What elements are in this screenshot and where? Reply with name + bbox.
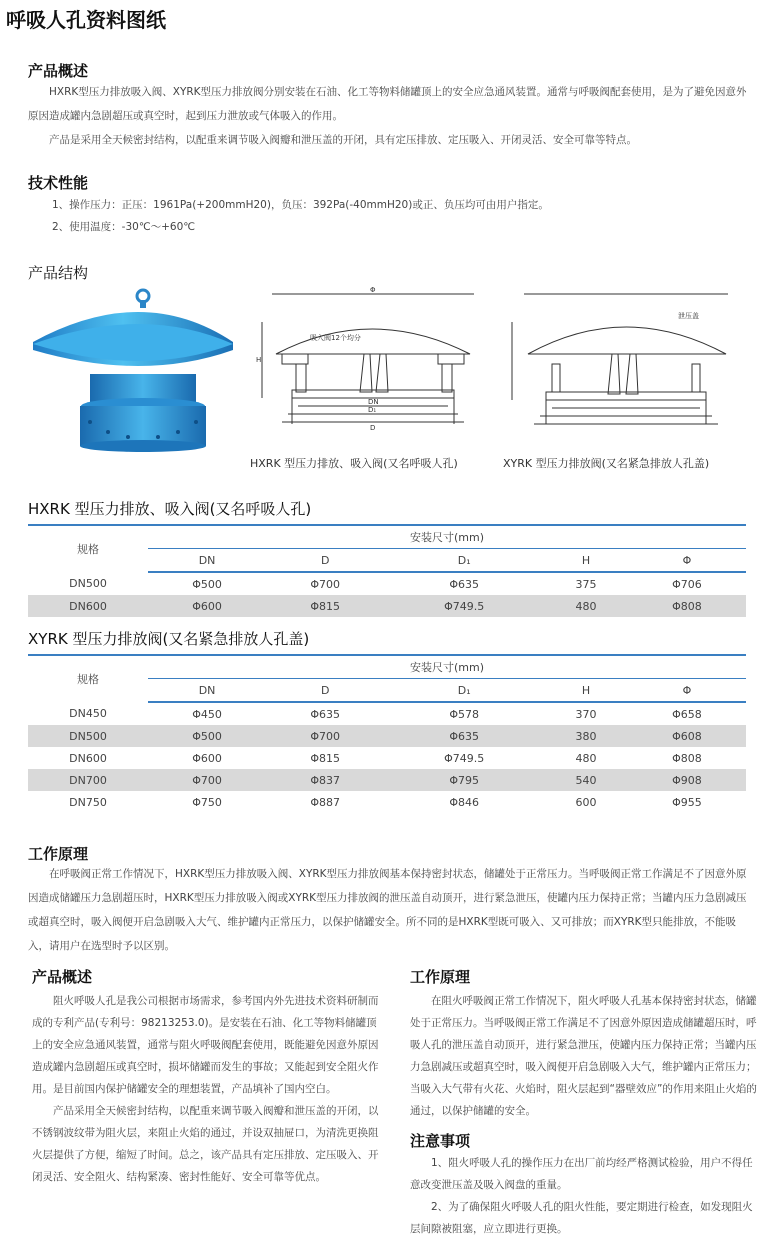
xyrk-note-label: 泄压盖 (678, 312, 699, 320)
table-cell: 540 (544, 769, 628, 791)
table-row (28, 702, 746, 725)
dim-dn-label: DN (368, 398, 379, 406)
table-cell: 380 (544, 725, 628, 747)
principle-heading: 工作原理 (28, 845, 89, 863)
table-cell: DN700 (28, 769, 148, 791)
table-cell: DN500 (28, 572, 148, 595)
table-row (28, 769, 746, 791)
xyrk-col-h: H (544, 679, 628, 703)
xyrk-col-d1: D₁ (384, 679, 544, 703)
dim-d1-label: D₁ (368, 406, 377, 414)
xyrk-group-header: 安装尺寸(mm) (148, 655, 746, 679)
table-cell: DN750 (28, 791, 148, 813)
table-cell: DN600 (28, 595, 148, 617)
hxrk-table-heading: HXRK 型压力排放、吸入阀(又名呼吸人孔) (28, 500, 312, 518)
flame-overview-p2: 产品采用全天候密封结构，以配重来调节吸入阀瓣和泄压盖的开闭，以不锈钢波纹带为阻火层，来阻止火焰的通过，并设双抽屉口，为清洗更换阻火层提供了方便，缩短了时间。总之，该产品具有定压排放、定压吸入、开闭灵活、安全阻火、结构紧凑、密封性能好、安全可靠等优点。 (32, 1105, 379, 1183)
table-cell: DN450 (28, 702, 148, 725)
table-cell: Φ500 (148, 725, 266, 747)
caption-hxrk: HXRK 型压力排放、吸入阀(又名呼吸人孔) (250, 457, 458, 470)
overview-paragraph-1: HXRK型压力排放吸入阀、XYRK型压力排放阀分别安装在石油、化工等物料储罐顶上的安全应急通风装置。通常与呼吸阀配套使用，是为了避免因意外原因造成罐内急剧超压或真空时，起到压力泄放或气体吸入的作用。 (28, 86, 747, 122)
table-cell: Φ846 (384, 791, 544, 813)
table-cell: 480 (544, 595, 628, 617)
table-cell: Φ700 (266, 572, 384, 595)
xyrk-diagram (500, 282, 750, 442)
table-cell: Φ815 (266, 747, 384, 769)
table-cell: DN600 (28, 747, 148, 769)
table-cell: Φ578 (384, 702, 544, 725)
hxrk-col-d1: D₁ (384, 549, 544, 573)
dim-h-label: H (256, 356, 262, 364)
table-cell: Φ887 (266, 791, 384, 813)
table-row (28, 747, 746, 769)
hxrk-group-header: 安装尺寸(mm) (148, 525, 746, 549)
hxrk-col-dn: DN (148, 549, 266, 573)
xyrk-col-phi: Φ (628, 679, 746, 703)
table-cell: DN500 (28, 725, 148, 747)
table-cell: Φ706 (628, 572, 746, 595)
table-cell: Φ700 (266, 725, 384, 747)
caption-xyrk: XYRK 型压力排放阀(又名紧急排放人孔盖) (503, 457, 710, 470)
table-cell: 375 (544, 572, 628, 595)
table-cell: Φ908 (628, 769, 746, 791)
table-cell: 480 (544, 747, 628, 769)
hxrk-col-d: D (266, 549, 384, 573)
table-cell: Φ450 (148, 702, 266, 725)
hxrk-table (28, 524, 746, 617)
hxrk-col-h: H (544, 549, 628, 573)
table-cell: Φ955 (628, 791, 746, 813)
notes-heading: 注意事项 (410, 1132, 471, 1150)
table-row (28, 791, 746, 813)
xyrk-spec-header: 规格 (28, 655, 148, 702)
table-cell: Φ608 (628, 725, 746, 747)
table-cell: Φ635 (384, 572, 544, 595)
table-cell: Φ600 (148, 595, 266, 617)
table-cell: Φ635 (384, 725, 544, 747)
table-row (28, 595, 746, 617)
table-row (28, 572, 746, 595)
table-cell: Φ700 (148, 769, 266, 791)
xyrk-col-dn: DN (148, 679, 266, 703)
hxrk-note-label: 吸入阀12个均分 (310, 334, 361, 342)
note-1: 1、阻火呼吸人孔的操作压力在出厂前均经严格测试检验，用户不得任意改变泄压盖及吸入阀盘的重量。 (410, 1157, 753, 1191)
hxrk-spec-header: 规格 (28, 525, 148, 572)
product-photo (28, 282, 238, 452)
hxrk-diagram (252, 282, 500, 442)
table-cell: 370 (544, 702, 628, 725)
dim-d-label: D (370, 424, 376, 432)
table-cell: Φ750 (148, 791, 266, 813)
overview-heading: 产品概述 (28, 62, 89, 80)
principle-text (28, 862, 748, 958)
table-cell: Φ808 (628, 747, 746, 769)
table-cell: Φ795 (384, 769, 544, 791)
tech-list (52, 194, 752, 238)
xyrk-col-d: D (266, 679, 384, 703)
structure-heading: 产品结构 (28, 264, 89, 282)
tech-heading: 技术性能 (28, 174, 89, 192)
note-2: 2、为了确保阻火呼吸人孔的阻火性能，要定期进行检查，如发现阻火层间隙被阻塞，应立即进行更换。 (410, 1201, 753, 1235)
xyrk-table (28, 654, 746, 813)
tech-item-2: 2、使用温度：-30℃～+60℃ (52, 221, 196, 233)
overview-text (28, 80, 748, 152)
page-title: 呼吸人孔资料图纸 (6, 8, 166, 32)
table-cell: Φ808 (628, 595, 746, 617)
table-cell: Φ600 (148, 747, 266, 769)
flame-overview-heading: 产品概述 (32, 968, 93, 986)
dim-phi-label: Φ (370, 286, 376, 294)
principle-paragraph: 在呼吸阀正常工作情况下，HXRK型压力排放吸入阀、XYRK型压力排放阀基本保持密封状态，储罐处于正常压力。当呼吸阀正常工作满足不了因意外原因造成储罐压力急剧超压时，HXRK型压力排放吸入阀或XYRK型压力排放阀的泄压盖自动顶开，进行紧急泄压，使罐内压力保持正常；当罐内压力急剧减压或超真空时，吸入阀便开启急剧吸入大气、维护罐内正常压力，以保护储罐安全。所不同的是HXRK型既可吸入、又可排放；而XYRK型只能排放，不能吸入，请用户在选型时予以区别。 (28, 868, 747, 952)
flame-principle-heading: 工作原理 (410, 968, 471, 986)
table-cell: Φ749.5 (384, 595, 544, 617)
table-cell: Φ635 (266, 702, 384, 725)
hxrk-col-phi: Φ (628, 549, 746, 573)
flame-principle-text (410, 990, 762, 1122)
xyrk-table-heading: XYRK 型压力排放阀(又名紧急排放人孔盖) (28, 630, 310, 648)
overview-paragraph-2: 产品是采用全天候密封结构，以配重来调节吸入阀瓣和泄压盖的开闭，具有定压排放、定压吸入、开闭灵活、安全可靠等特点。 (49, 134, 637, 146)
table-cell: Φ837 (266, 769, 384, 791)
table-cell: Φ500 (148, 572, 266, 595)
tech-item-1: 1、操作压力：正压：1961Pa(+200mmH20)，负压：392Pa(-40mmH20)或正、负压均可由用户指定。 (52, 199, 549, 211)
table-cell: Φ658 (628, 702, 746, 725)
table-cell: 600 (544, 791, 628, 813)
table-cell: Φ749.5 (384, 747, 544, 769)
notes-text (410, 1152, 762, 1240)
table-row (28, 725, 746, 747)
flame-principle-p1: 在阻火呼吸阀正常工作情况下，阻火呼吸人孔基本保持密封状态，储罐处于正常压力。当呼吸阀正常工作满足不了因意外原因造成储罐超压时，呼吸人孔的泄压盖自动顶开，进行紧急泄压，使罐内压力保持正常；当罐内压力急剧减压或超真空时，吸入阀便开启急剧吸入大气，维护罐内正常压力；当吸入大气带有火花、火焰时，阻火层起到“器壁效应”的作用来阻止火焰的通过，以保护储罐的安全。 (410, 995, 757, 1117)
table-cell: Φ815 (266, 595, 384, 617)
flame-overview-p1: 阻火呼吸人孔是我公司根据市场需求，参考国内外先进技术资料研制而成的专利产品(专利号：98213253.0)。是安装在石油、化工等物料储罐顶上的安全应急通风装置，通常与阻火呼吸阀配套使用，既能避免因意外原因造成罐内急剧超压或真空时，损坏储罐而发生的事故；又能起到安全阻火作用。是目前国内保护储罐安全的理想装置，产品填补了国内空白。 (32, 995, 379, 1095)
flame-overview-text (32, 990, 384, 1188)
